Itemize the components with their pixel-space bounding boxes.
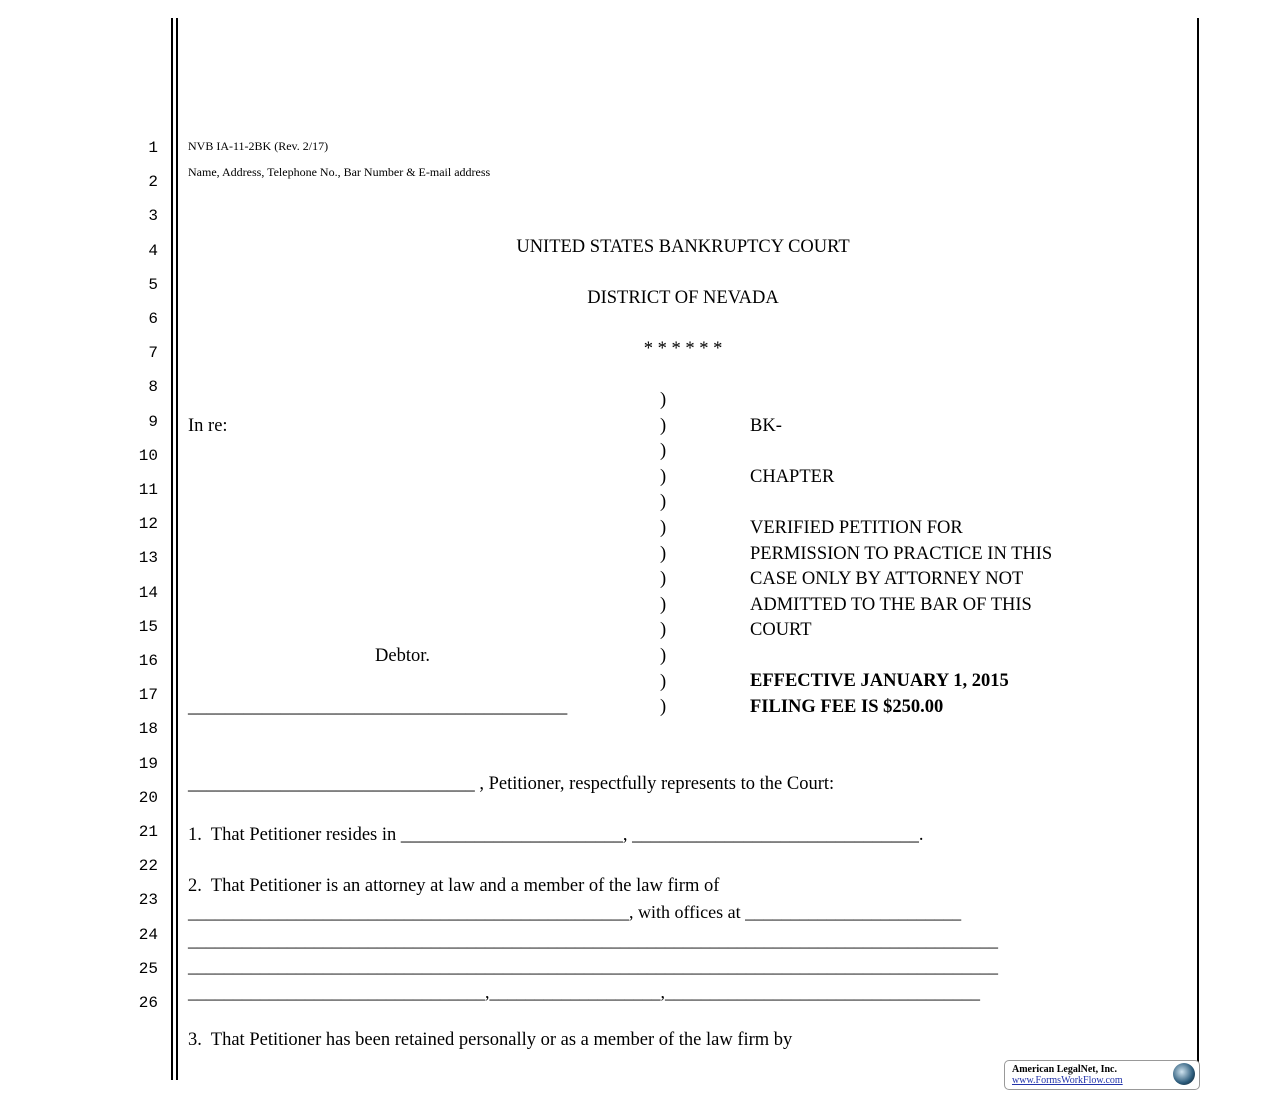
petition-title-1: VERIFIED PETITION FOR xyxy=(750,518,963,538)
logo-url-link[interactable]: www.FormsWorkFlow.com xyxy=(1012,1075,1123,1086)
line-number: 5 xyxy=(148,275,158,294)
logo-company: American LegalNet, Inc. xyxy=(1012,1064,1117,1075)
caption-paren: ) xyxy=(660,415,667,436)
debtor-label: Debtor. xyxy=(375,646,430,666)
paragraph-2: 2. That Petitioner is an attorney at law and a member of the law firm of xyxy=(188,876,720,896)
petition-title-2: PERMISSION TO PRACTICE IN THIS xyxy=(750,544,1053,564)
petition-title-3: CASE ONLY BY ATTORNEY NOT xyxy=(750,569,1024,589)
line-number: 6 xyxy=(148,310,158,328)
line-number: 3 xyxy=(148,207,158,226)
line-number: 12 xyxy=(138,515,158,534)
line-number: 11 xyxy=(138,481,158,499)
globe-icon xyxy=(1173,1063,1195,1085)
fee-effective: EFFECTIVE JANUARY 1, 2015 xyxy=(750,671,1009,691)
line-number: 20 xyxy=(138,788,158,807)
case-number: BK- xyxy=(750,416,782,436)
line-number: 7 xyxy=(148,344,158,363)
line-number: 9 xyxy=(148,412,158,431)
caption-paren: ) xyxy=(660,594,667,615)
caption-paren: ) xyxy=(660,569,667,590)
line-number: 26 xyxy=(138,994,158,1012)
paragraph-2-address-line: __________________________________________________________________________________________ xyxy=(188,930,998,950)
caption-paren: ) xyxy=(660,466,667,487)
line-number: 25 xyxy=(138,959,158,978)
line-number: 15 xyxy=(138,617,158,636)
caption-paren: ) xyxy=(660,390,667,410)
caption-paren: ) xyxy=(660,697,667,718)
line-number: 17 xyxy=(138,686,158,705)
petition-title-5: COURT xyxy=(750,620,812,640)
paragraph-2-address-line: __________________________________________________________________________________________ xyxy=(188,956,998,976)
line-number: 24 xyxy=(138,925,158,944)
line-number: 10 xyxy=(138,446,158,465)
caption-paren: ) xyxy=(660,620,667,641)
left-margin-rule xyxy=(171,18,173,1080)
caption-paren: ) xyxy=(660,543,667,564)
paragraph-1: 1. That Petitioner resides in ________________________, _______________________________. xyxy=(188,825,924,845)
line-number: 13 xyxy=(138,549,158,568)
paragraph-2-firm-line: _________________________________________________, with offices at ________________________ xyxy=(188,902,962,922)
separator-stars: * * * * * * xyxy=(643,339,723,359)
caption-underline: _________________________________________ xyxy=(188,697,568,717)
chapter: CHAPTER xyxy=(750,467,835,487)
line-number: 21 xyxy=(138,823,158,841)
form-id: NVB IA-11-2BK (Rev. 2/17) xyxy=(188,139,329,153)
caption-paren: ) xyxy=(660,671,667,692)
line-number: 2 xyxy=(148,173,158,192)
line-number: 19 xyxy=(138,754,158,773)
attorney-info-label: Name, Address, Telephone No., Bar Number & E-mail address xyxy=(188,165,491,179)
line-number: 23 xyxy=(138,891,158,910)
caption-paren: ) xyxy=(660,492,667,513)
line-number: 22 xyxy=(138,857,158,876)
line-number: 4 xyxy=(148,241,158,260)
caption-paren: ) xyxy=(660,646,667,666)
caption-paren: ) xyxy=(660,441,667,462)
paragraph-2-city-line: _________________________________,___________________,___________________________________ xyxy=(188,982,980,1002)
line-number: 1 xyxy=(148,139,158,157)
petitioner-line: _______________________________ , Petitioner, respectfully represents to the Court: xyxy=(188,774,835,794)
in-re-label: In re: xyxy=(188,416,228,436)
petition-title-4: ADMITTED TO THE BAR OF THIS xyxy=(750,595,1032,615)
line-number: 8 xyxy=(148,378,158,397)
line-number: 18 xyxy=(138,720,158,739)
fee-amount: FILING FEE IS $250.00 xyxy=(750,697,944,717)
left-margin-rule xyxy=(176,18,178,1080)
paragraph-3: 3. That Petitioner has been retained personally or as a member of the law firm by xyxy=(188,1030,793,1050)
american-legalnet-logo[interactable] xyxy=(1004,1060,1200,1090)
right-margin-rule xyxy=(1197,18,1199,1080)
court-name: UNITED STATES BANKRUPTCY COURT xyxy=(516,237,850,257)
line-number: 16 xyxy=(138,652,158,670)
court-district: DISTRICT OF NEVADA xyxy=(587,288,779,308)
line-number: 14 xyxy=(138,583,158,602)
caption-paren: ) xyxy=(660,518,667,538)
